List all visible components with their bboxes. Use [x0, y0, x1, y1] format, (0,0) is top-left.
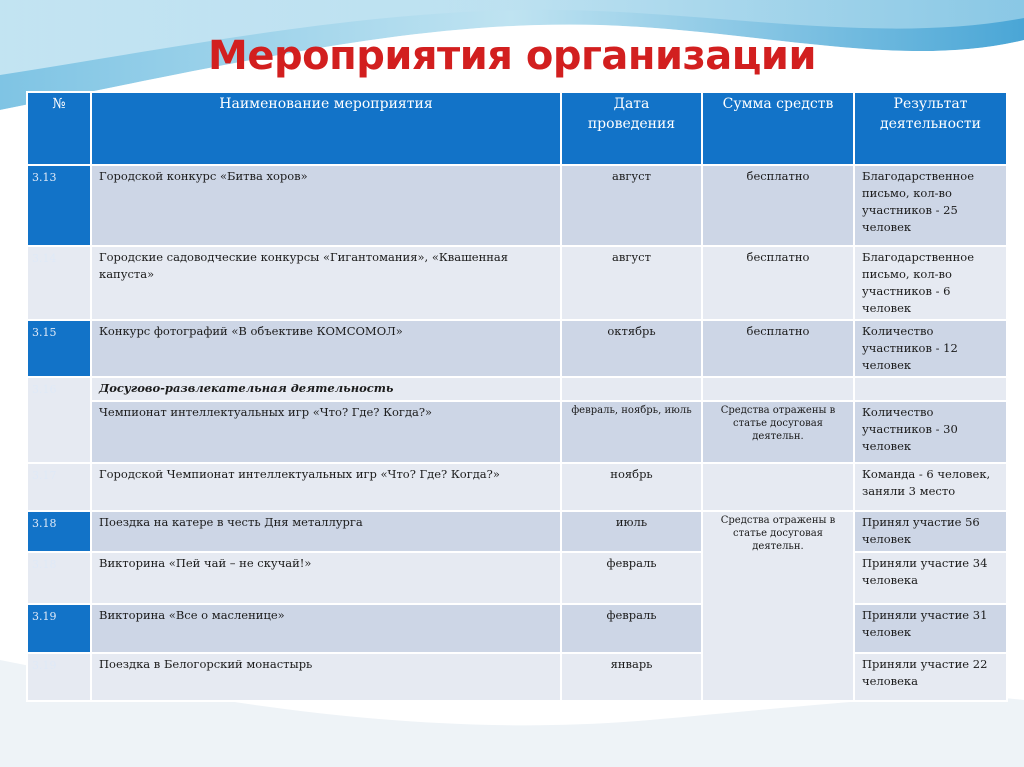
row-name: Поездка в Белогорский монастырь	[91, 653, 561, 701]
row-result: Благодарственное письмо, кол-во участников - 25 человек	[854, 165, 1007, 246]
row-num: 3.15	[27, 320, 91, 377]
table-row	[27, 653, 1007, 701]
row-num: 3.14	[27, 246, 91, 320]
table-row	[27, 165, 1007, 246]
row-date: февраль	[561, 604, 702, 653]
events-table	[26, 91, 1008, 702]
row-name: Городской Чемпионат интеллектуальных игр «Что? Где? Когда?»	[91, 463, 561, 511]
row-name: Викторина «Все о масленице»	[91, 604, 561, 653]
row-num: 3.13	[27, 165, 91, 246]
row-cost	[702, 463, 854, 511]
row-num: 3.18	[27, 511, 91, 552]
row-result: Команда - 6 человек, заняли 3 место	[854, 463, 1007, 511]
table-row	[27, 246, 1007, 320]
row-date: август	[561, 246, 702, 320]
row-cost: Средства отражены в статье досуговая деятельн.	[702, 511, 854, 701]
header-date: Дата проведения	[561, 92, 702, 165]
page-title: Мероприятия организации	[208, 33, 816, 79]
table-row	[27, 552, 1007, 604]
table-header-row	[27, 92, 1007, 165]
table-row	[27, 401, 1007, 463]
row-num: 3.17	[27, 463, 91, 511]
row-result: Приняли участие 22 человека	[854, 653, 1007, 701]
row-num: 3.19	[27, 604, 91, 653]
row-name: Викторина «Пей чай – не скучай!»	[91, 552, 561, 604]
header-name: Наименование мероприятия	[91, 92, 561, 165]
table-row	[27, 604, 1007, 653]
row-cost: бесплатно	[702, 320, 854, 377]
row-date: июль	[561, 511, 702, 552]
row-num: 3.19	[27, 653, 91, 701]
row-name: Городские садоводческие конкурсы «Гигантомания», «Квашенная капуста»	[91, 246, 561, 320]
row-name: Досугово-развлекательная деятельность	[91, 377, 561, 401]
row-date: февраль, ноябрь, июль	[561, 401, 702, 463]
row-date: январь	[561, 653, 702, 701]
row-result: Приняли участие 34 человека	[854, 552, 1007, 604]
row-date: ноябрь	[561, 463, 702, 511]
header-result: Результат деятельности	[854, 92, 1007, 165]
row-result: Количество участников - 30 человек	[854, 401, 1007, 463]
row-num: 3.16	[27, 377, 91, 463]
table-row	[27, 463, 1007, 511]
table-row	[27, 377, 1007, 401]
row-result: Принял участие 56 человек	[854, 511, 1007, 552]
table-row	[27, 320, 1007, 377]
row-result: Благодарственное письмо, кол-во участников - 6 человек	[854, 246, 1007, 320]
row-cost: бесплатно	[702, 246, 854, 320]
row-name: Городской конкурс «Битва хоров»	[91, 165, 561, 246]
row-result	[854, 377, 1007, 401]
table-row	[27, 511, 1007, 552]
row-date: февраль	[561, 552, 702, 604]
row-cost: Средства отражены в статье досуговая деятельн.	[702, 401, 854, 463]
row-name: Чемпионат интеллектуальных игр «Что? Где? Когда?»	[91, 401, 561, 463]
row-cost	[702, 377, 854, 401]
row-result: Приняли участие 31 человек	[854, 604, 1007, 653]
row-date: август	[561, 165, 702, 246]
header-cost: Сумма средств	[702, 92, 854, 165]
row-name: Поездка на катере в честь Дня металлурга	[91, 511, 561, 552]
row-result: Количество участников - 12 человек	[854, 320, 1007, 377]
row-date: октябрь	[561, 320, 702, 377]
row-date	[561, 377, 702, 401]
row-name: Конкурс фотографий «В объективе КОМСОМОЛ»	[91, 320, 561, 377]
row-cost: бесплатно	[702, 165, 854, 246]
row-num: 3.18	[27, 552, 91, 604]
header-num: №	[27, 92, 91, 165]
